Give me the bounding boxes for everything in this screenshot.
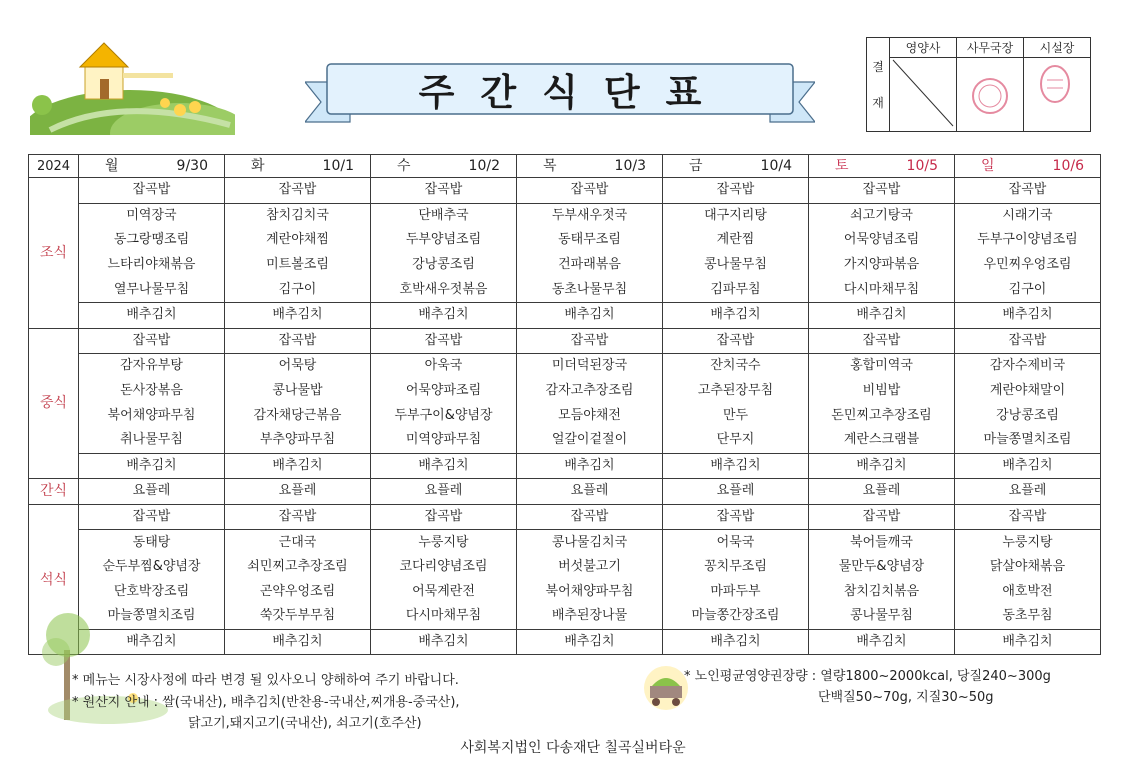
menu-row bbox=[29, 354, 1101, 379]
menu-item: 마늘쫑간장조림 bbox=[663, 604, 809, 629]
menu-item: 배추김치 bbox=[663, 629, 809, 655]
menu-item: 배추김치 bbox=[517, 453, 663, 479]
menu-item: 요플레 bbox=[517, 479, 663, 505]
menu-item: 아욱국 bbox=[371, 354, 517, 379]
menu-table bbox=[28, 154, 1101, 655]
menu-item: 가지양파볶음 bbox=[809, 253, 955, 278]
menu-row bbox=[29, 403, 1101, 428]
menu-item: 콩나물무침 bbox=[663, 253, 809, 278]
menu-item: 동그랑땡조림 bbox=[79, 228, 225, 253]
menu-item: 김파무침 bbox=[663, 277, 809, 302]
day-name: 화 bbox=[251, 157, 265, 174]
menu-item: 대구지리탕 bbox=[663, 203, 809, 228]
menu-item: 잡곡밥 bbox=[517, 178, 663, 204]
day-date: 10/4 bbox=[760, 157, 792, 174]
day-header bbox=[517, 155, 663, 178]
approval-label-bottom: 재 bbox=[872, 95, 884, 110]
menu-item: 배추된장나물 bbox=[517, 604, 663, 629]
menu-item: 두부양념조림 bbox=[371, 228, 517, 253]
menu-item: 미더덕된장국 bbox=[517, 354, 663, 379]
menu-item: 잡곡밥 bbox=[955, 504, 1101, 530]
menu-item: 시래기국 bbox=[955, 203, 1101, 228]
menu-item: 두부구이양념조림 bbox=[955, 228, 1101, 253]
menu-item: 북어채양파무침 bbox=[79, 403, 225, 428]
menu-item: 배추김치 bbox=[225, 453, 371, 479]
year-cell: 2024 bbox=[29, 155, 79, 178]
menu-item: 배추김치 bbox=[371, 629, 517, 655]
menu-item: 고추된장무침 bbox=[663, 379, 809, 404]
menu-item: 미역양파무침 bbox=[371, 428, 517, 453]
day-date: 10/3 bbox=[614, 157, 646, 174]
menu-item: 다시마채무침 bbox=[809, 277, 955, 302]
menu-item: 두부구이&양념장 bbox=[371, 403, 517, 428]
menu-item: 참치김치국 bbox=[225, 203, 371, 228]
menu-item: 동태탕 bbox=[79, 530, 225, 555]
menu-row bbox=[29, 253, 1101, 278]
menu-item: 동초나물무침 bbox=[517, 277, 663, 302]
menu-item: 건파래볶음 bbox=[517, 253, 663, 278]
menu-row bbox=[29, 479, 1101, 505]
day-date: 9/30 bbox=[176, 157, 208, 174]
menu-item: 모듬야채전 bbox=[517, 403, 663, 428]
menu-item: 북어채양파무침 bbox=[517, 580, 663, 605]
menu-row bbox=[29, 228, 1101, 253]
menu-item: 잡곡밥 bbox=[955, 328, 1101, 354]
menu-item: 어묵계란전 bbox=[371, 580, 517, 605]
menu-item: 쇠고기탕국 bbox=[809, 203, 955, 228]
meal-label: 간식 bbox=[29, 479, 79, 505]
approval-label-top: 결 bbox=[872, 59, 884, 74]
menu-item: 잡곡밥 bbox=[955, 178, 1101, 204]
menu-item: 배추김치 bbox=[517, 629, 663, 655]
menu-item: 부추양파무침 bbox=[225, 428, 371, 453]
menu-item: 배추김치 bbox=[225, 302, 371, 328]
menu-item: 닭살야채볶음 bbox=[955, 555, 1101, 580]
menu-item: 곤약우엉조림 bbox=[225, 580, 371, 605]
note-origin: * 원산지 안내 : 쌀(국내산), 배추김치(반찬용-국내산,찌개용-중국산), bbox=[72, 695, 460, 710]
menu-row bbox=[29, 580, 1101, 605]
day-name: 월 bbox=[105, 157, 119, 174]
menu-row bbox=[29, 504, 1101, 530]
menu-item: 배추김치 bbox=[955, 629, 1101, 655]
day-header bbox=[663, 155, 809, 178]
menu-item: 잡곡밥 bbox=[809, 178, 955, 204]
menu-item: 배추김치 bbox=[809, 302, 955, 328]
menu-item: 감자유부탕 bbox=[79, 354, 225, 379]
menu-row bbox=[29, 530, 1101, 555]
menu-item: 계란야채찜 bbox=[225, 228, 371, 253]
note-nutrition: * 노인평균영양권장량 : 열량1800~2000kcal, 당질240~300g bbox=[684, 669, 1051, 684]
menu-item: 근대국 bbox=[225, 530, 371, 555]
approval-header-director: 사무국장 bbox=[957, 38, 1024, 58]
menu-row bbox=[29, 277, 1101, 302]
menu-item: 버섯불고기 bbox=[517, 555, 663, 580]
menu-item: 동초무침 bbox=[955, 604, 1101, 629]
menu-item: 요플레 bbox=[371, 479, 517, 505]
menu-item: 잡곡밥 bbox=[517, 504, 663, 530]
menu-item: 어묵국 bbox=[663, 530, 809, 555]
menu-item: 잡곡밥 bbox=[225, 328, 371, 354]
day-name: 금 bbox=[689, 157, 703, 174]
menu-item: 계란야채말이 bbox=[955, 379, 1101, 404]
menu-item: 북어들깨국 bbox=[809, 530, 955, 555]
menu-item: 비빔밥 bbox=[809, 379, 955, 404]
signature-slash bbox=[890, 58, 957, 132]
menu-item: 물만두&양념장 bbox=[809, 555, 955, 580]
menu-item: 배추김치 bbox=[371, 302, 517, 328]
note-change: * 메뉴는 시장사정에 따라 변경 될 있사오니 양해하여 주기 바랍니다. bbox=[72, 673, 459, 688]
day-header bbox=[809, 155, 955, 178]
menu-item: 어묵양파조림 bbox=[371, 379, 517, 404]
menu-item: 콩나물김치국 bbox=[517, 530, 663, 555]
menu-item: 두부새우젓국 bbox=[517, 203, 663, 228]
menu-item: 감자고추장조림 bbox=[517, 379, 663, 404]
menu-item: 잡곡밥 bbox=[79, 328, 225, 354]
day-header bbox=[955, 155, 1101, 178]
menu-item: 열무나물무침 bbox=[79, 277, 225, 302]
menu-item: 홍합미역국 bbox=[809, 354, 955, 379]
page-title: 주간식단표 bbox=[418, 71, 728, 114]
menu-row bbox=[29, 379, 1101, 404]
day-date: 10/2 bbox=[468, 157, 500, 174]
menu-item: 미역장국 bbox=[79, 203, 225, 228]
menu-item: 배추김치 bbox=[371, 453, 517, 479]
day-header-row bbox=[29, 155, 1101, 178]
day-date: 10/1 bbox=[322, 157, 354, 174]
menu-item: 단무지 bbox=[663, 428, 809, 453]
menu-item: 참치김치볶음 bbox=[809, 580, 955, 605]
menu-item: 요플레 bbox=[79, 479, 225, 505]
menu-item: 김구이 bbox=[955, 277, 1101, 302]
stamp-director bbox=[957, 58, 1024, 132]
menu-item: 잡곡밥 bbox=[809, 328, 955, 354]
day-header bbox=[371, 155, 517, 178]
menu-item: 마파두부 bbox=[663, 580, 809, 605]
day-name: 수 bbox=[397, 157, 411, 174]
menu-item: 잡곡밥 bbox=[517, 328, 663, 354]
menu-item: 돈사장볶음 bbox=[79, 379, 225, 404]
meal-label: 석식 bbox=[29, 504, 79, 655]
menu-item: 쇠민찌고추장조림 bbox=[225, 555, 371, 580]
menu-item: 배추김치 bbox=[79, 453, 225, 479]
menu-item: 애호박전 bbox=[955, 580, 1101, 605]
menu-row bbox=[29, 302, 1101, 328]
menu-item: 잡곡밥 bbox=[663, 504, 809, 530]
menu-item: 잡곡밥 bbox=[663, 328, 809, 354]
menu-item: 잡곡밥 bbox=[663, 178, 809, 204]
menu-row bbox=[29, 203, 1101, 228]
menu-item: 만두 bbox=[663, 403, 809, 428]
menu-item: 배추김치 bbox=[809, 629, 955, 655]
menu-item: 잔치국수 bbox=[663, 354, 809, 379]
stamp-head bbox=[1024, 58, 1091, 132]
menu-row bbox=[29, 428, 1101, 453]
menu-item: 잡곡밥 bbox=[371, 178, 517, 204]
menu-item: 호박새우젓볶음 bbox=[371, 277, 517, 302]
menu-item: 요플레 bbox=[225, 479, 371, 505]
menu-item: 잡곡밥 bbox=[79, 504, 225, 530]
menu-item: 잡곡밥 bbox=[225, 504, 371, 530]
menu-item: 감자채당근볶음 bbox=[225, 403, 371, 428]
menu-row bbox=[29, 555, 1101, 580]
meal-label: 조식 bbox=[29, 178, 79, 329]
day-date: 10/6 bbox=[1052, 157, 1084, 174]
menu-item: 다시마채무침 bbox=[371, 604, 517, 629]
menu-item: 계란스크램블 bbox=[809, 428, 955, 453]
note-origin-meat: 닭고기,돼지고기(국내산), 쇠고기(호주산) bbox=[188, 716, 422, 731]
menu-item: 계란찜 bbox=[663, 228, 809, 253]
menu-item: 돈민찌고추장조림 bbox=[809, 403, 955, 428]
house-illustration bbox=[30, 35, 235, 135]
day-header bbox=[79, 155, 225, 178]
meal-label: 중식 bbox=[29, 328, 79, 479]
menu-item: 배추김치 bbox=[225, 629, 371, 655]
menu-item: 꽁치무조림 bbox=[663, 555, 809, 580]
menu-item: 우민찌우엉조림 bbox=[955, 253, 1101, 278]
menu-item: 감자수제비국 bbox=[955, 354, 1101, 379]
menu-item: 강낭콩조림 bbox=[955, 403, 1101, 428]
menu-item: 배추김치 bbox=[79, 629, 225, 655]
approval-box bbox=[866, 37, 1091, 132]
menu-item: 배추김치 bbox=[663, 453, 809, 479]
menu-item: 요플레 bbox=[809, 479, 955, 505]
footer-organization: 사회복지법인 다송재단 칠곡실버타운 bbox=[460, 740, 686, 756]
menu-item: 배추김치 bbox=[955, 302, 1101, 328]
menu-item: 배추김치 bbox=[517, 302, 663, 328]
menu-item: 마늘쫑멸치조림 bbox=[79, 604, 225, 629]
menu-item: 어묵탕 bbox=[225, 354, 371, 379]
day-name: 일 bbox=[981, 157, 995, 174]
menu-row bbox=[29, 178, 1101, 204]
menu-item: 취나물무침 bbox=[79, 428, 225, 453]
menu-item: 어묵양념조림 bbox=[809, 228, 955, 253]
menu-item: 단배추국 bbox=[371, 203, 517, 228]
approval-header-nutritionist: 영양사 bbox=[890, 38, 957, 58]
menu-row bbox=[29, 604, 1101, 629]
cart-illustration bbox=[642, 664, 690, 712]
menu-item: 느타리야채볶음 bbox=[79, 253, 225, 278]
approval-header-head: 시설장 bbox=[1024, 38, 1091, 58]
menu-item: 잡곡밥 bbox=[225, 178, 371, 204]
day-name: 토 bbox=[835, 157, 849, 174]
menu-item: 잡곡밥 bbox=[371, 504, 517, 530]
menu-item: 잡곡밥 bbox=[371, 328, 517, 354]
menu-item: 배추김치 bbox=[955, 453, 1101, 479]
menu-item: 동태무조림 bbox=[517, 228, 663, 253]
approval-label bbox=[867, 38, 890, 132]
menu-item: 마늘쫑멸치조림 bbox=[955, 428, 1101, 453]
day-header bbox=[225, 155, 371, 178]
menu-item: 단호박장조림 bbox=[79, 580, 225, 605]
menu-item: 요플레 bbox=[663, 479, 809, 505]
menu-item: 쑥갓두부무침 bbox=[225, 604, 371, 629]
menu-item: 배추김치 bbox=[79, 302, 225, 328]
menu-row bbox=[29, 629, 1101, 655]
day-date: 10/5 bbox=[906, 157, 938, 174]
menu-item: 코다리양념조림 bbox=[371, 555, 517, 580]
menu-item: 잡곡밥 bbox=[79, 178, 225, 204]
menu-row bbox=[29, 328, 1101, 354]
menu-item: 배추김치 bbox=[663, 302, 809, 328]
menu-item: 김구이 bbox=[225, 277, 371, 302]
menu-item: 강낭콩조림 bbox=[371, 253, 517, 278]
menu-item: 콩나물밥 bbox=[225, 379, 371, 404]
day-name: 목 bbox=[543, 157, 557, 174]
menu-item: 누룽지탕 bbox=[371, 530, 517, 555]
menu-row bbox=[29, 453, 1101, 479]
note-nutrition-detail: 단백질50~70g, 지질30~50g bbox=[818, 690, 994, 705]
menu-item: 콩나물무침 bbox=[809, 604, 955, 629]
menu-item: 배추김치 bbox=[809, 453, 955, 479]
menu-item: 잡곡밥 bbox=[809, 504, 955, 530]
menu-item: 순두부찜&양념장 bbox=[79, 555, 225, 580]
menu-item: 누룽지탕 bbox=[955, 530, 1101, 555]
menu-item: 얼갈이겉절이 bbox=[517, 428, 663, 453]
menu-item: 미트볼조림 bbox=[225, 253, 371, 278]
menu-item: 요플레 bbox=[955, 479, 1101, 505]
